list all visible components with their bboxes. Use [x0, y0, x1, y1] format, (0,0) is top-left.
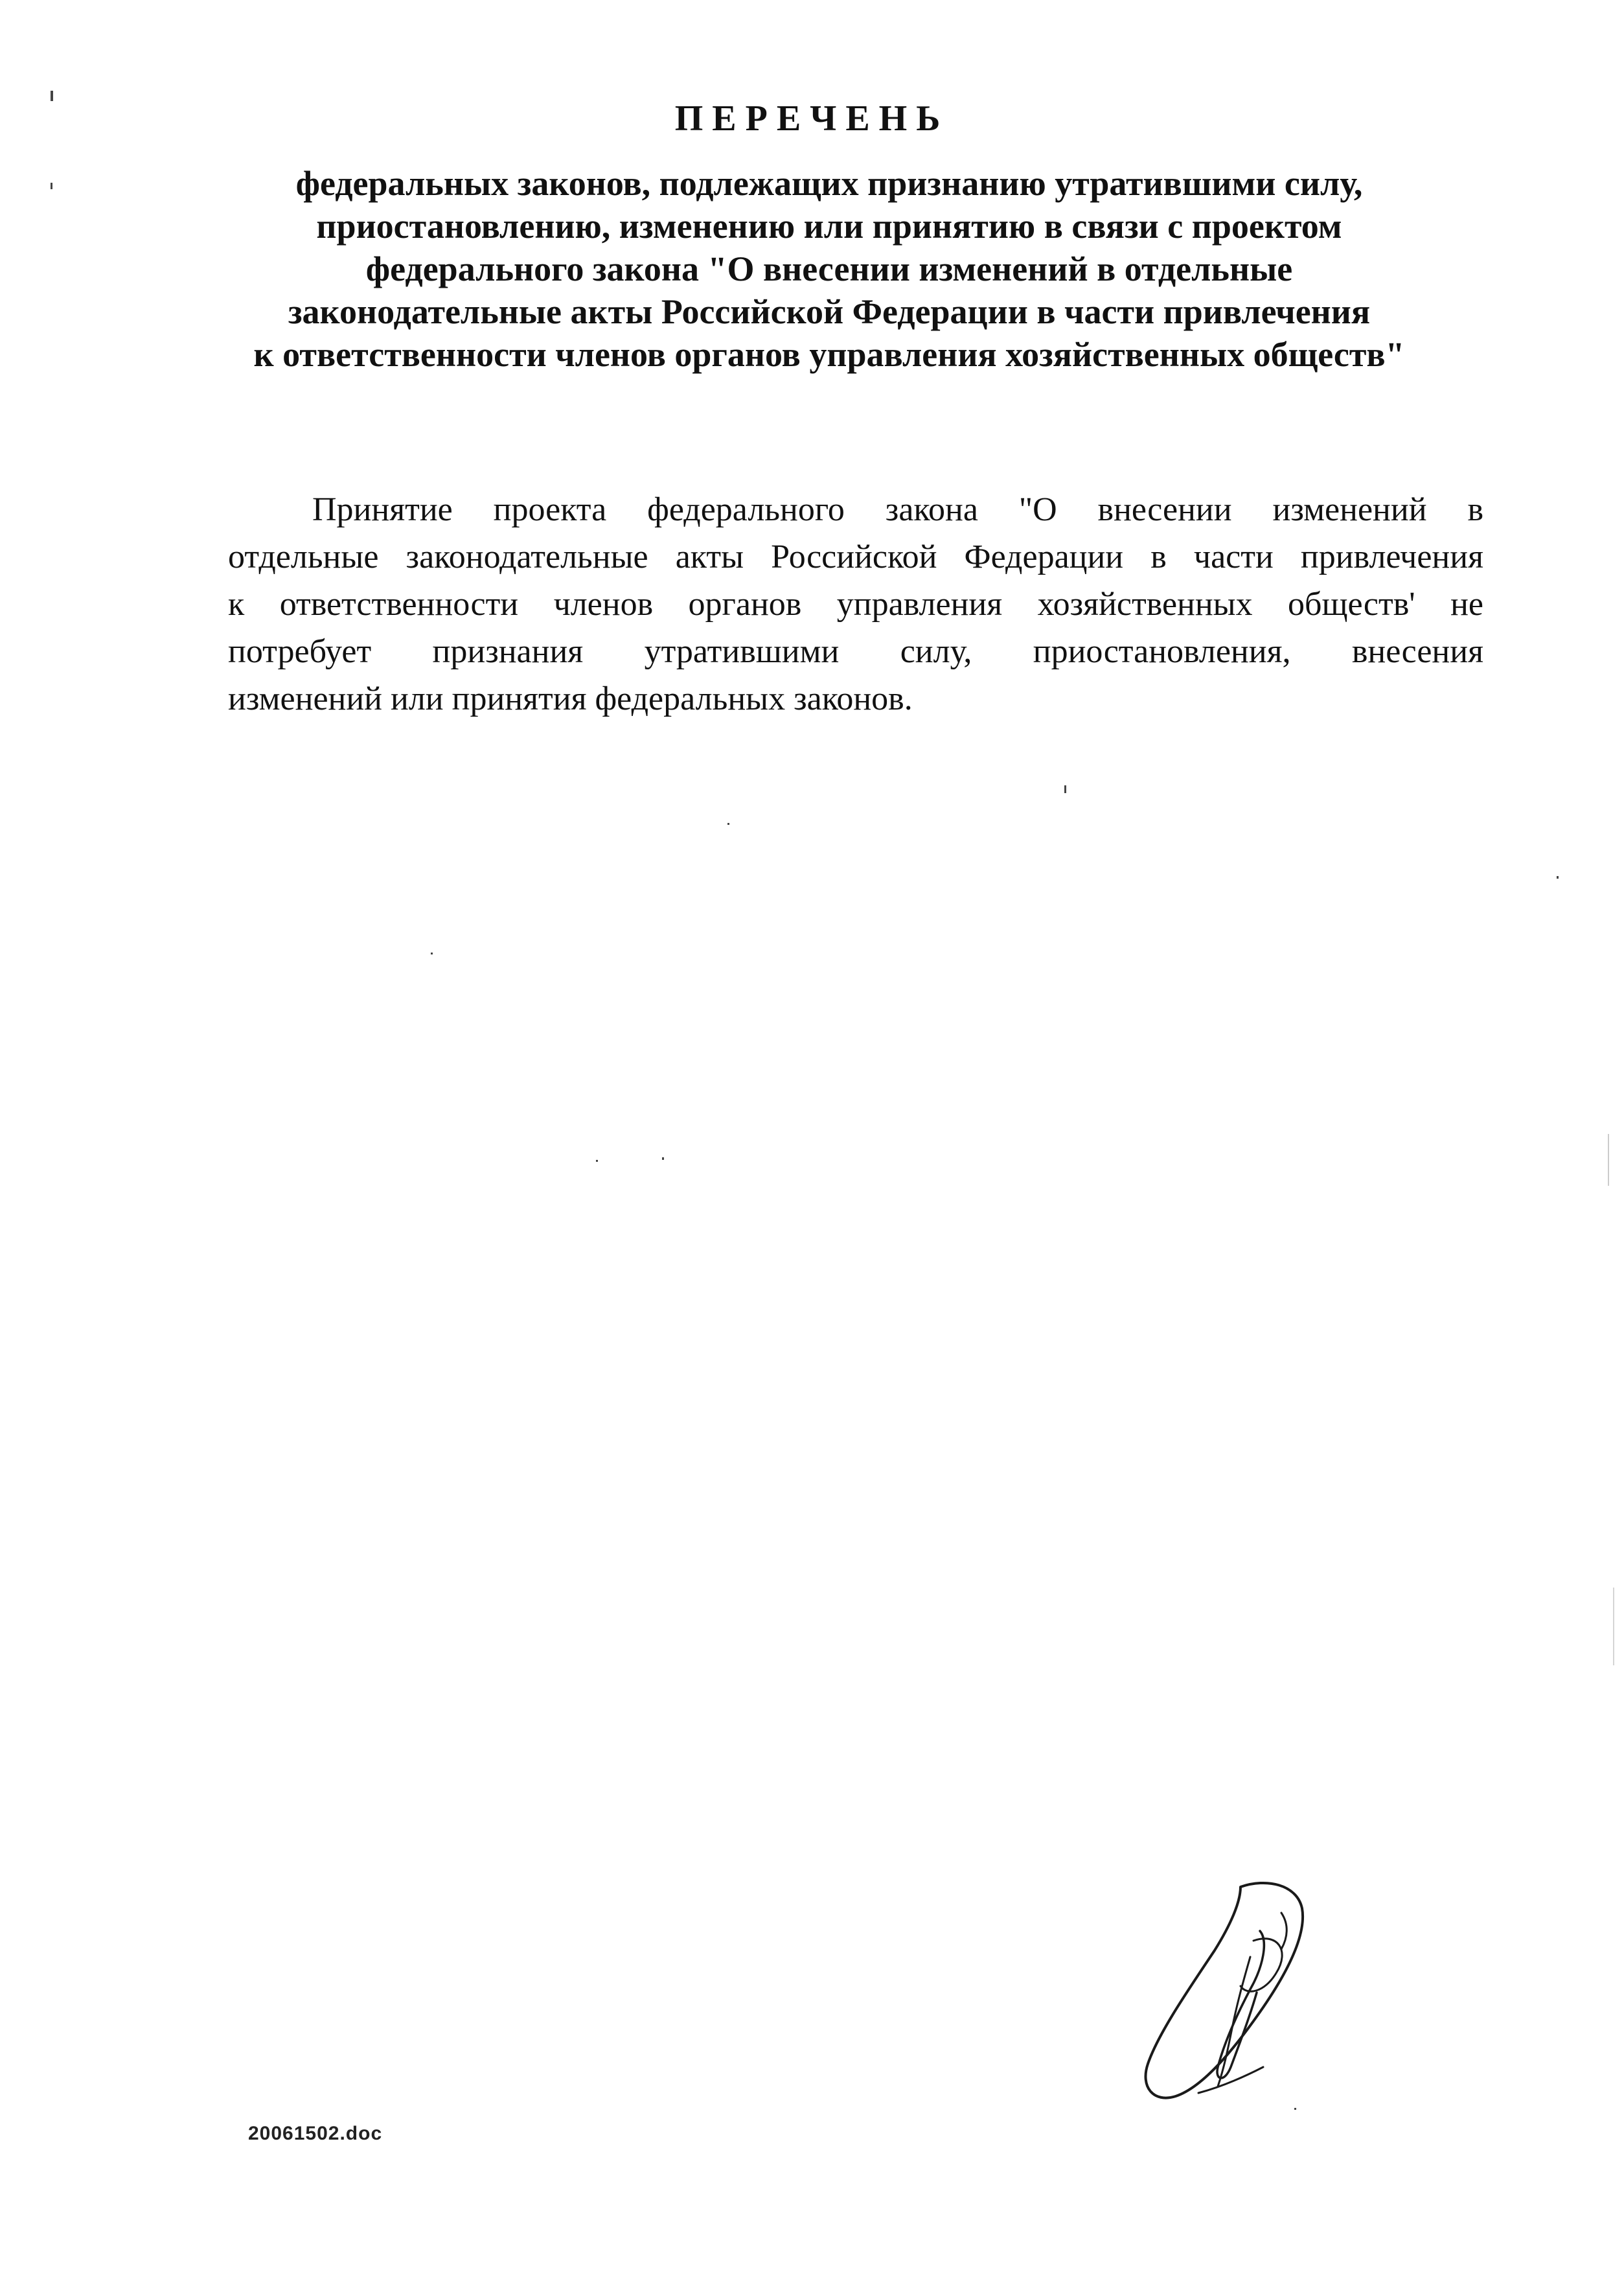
scan-speck	[1294, 2108, 1296, 2110]
scan-speck	[727, 823, 729, 825]
scan-speck	[51, 183, 52, 189]
body-paragraph	[228, 486, 1483, 722]
scan-speck	[596, 1160, 598, 1162]
subtitle-line: федерального закона "О внесении изменений в отдельные	[365, 249, 1293, 288]
page-title: ПЕРЕЧЕНЬ	[674, 98, 950, 139]
document-file-reference: 20061502.doc	[248, 2123, 383, 2144]
body-line: отдельные законодательные акты Российской Федерации в части привлечения	[228, 538, 1483, 575]
body-line: потребует признания утратившими силу, приостановления, внесения	[228, 633, 1483, 670]
handwritten-signature-icon	[1127, 1873, 1341, 2112]
scan-speck	[662, 1157, 664, 1160]
body-line: Принятие проекта федерального закона "О внесении изменений в	[312, 491, 1483, 528]
body-line: изменений или принятия федеральных законов.	[228, 680, 913, 717]
scan-speck	[431, 953, 433, 954]
scan-speck	[1613, 1588, 1614, 1665]
scan-speck	[1608, 1134, 1609, 1186]
body-line: к ответственности членов органов управления хозяйственных обществ' не	[228, 586, 1483, 623]
subtitle-line: приостановлению, изменению или принятию в связи с проектом	[316, 207, 1342, 246]
scan-speck	[51, 91, 53, 101]
document-subtitle	[194, 162, 1464, 376]
subtitle-line: к ответственности членов органов управления хозяйственных обществ"	[253, 335, 1405, 374]
subtitle-line: законодательные акты Российской Федерации в части привлечения	[288, 292, 1371, 331]
subtitle-line: федеральных законов, подлежащих признанию утратившими силу,	[295, 164, 1363, 203]
scan-speck	[1064, 785, 1066, 793]
scan-speck	[1557, 876, 1559, 879]
